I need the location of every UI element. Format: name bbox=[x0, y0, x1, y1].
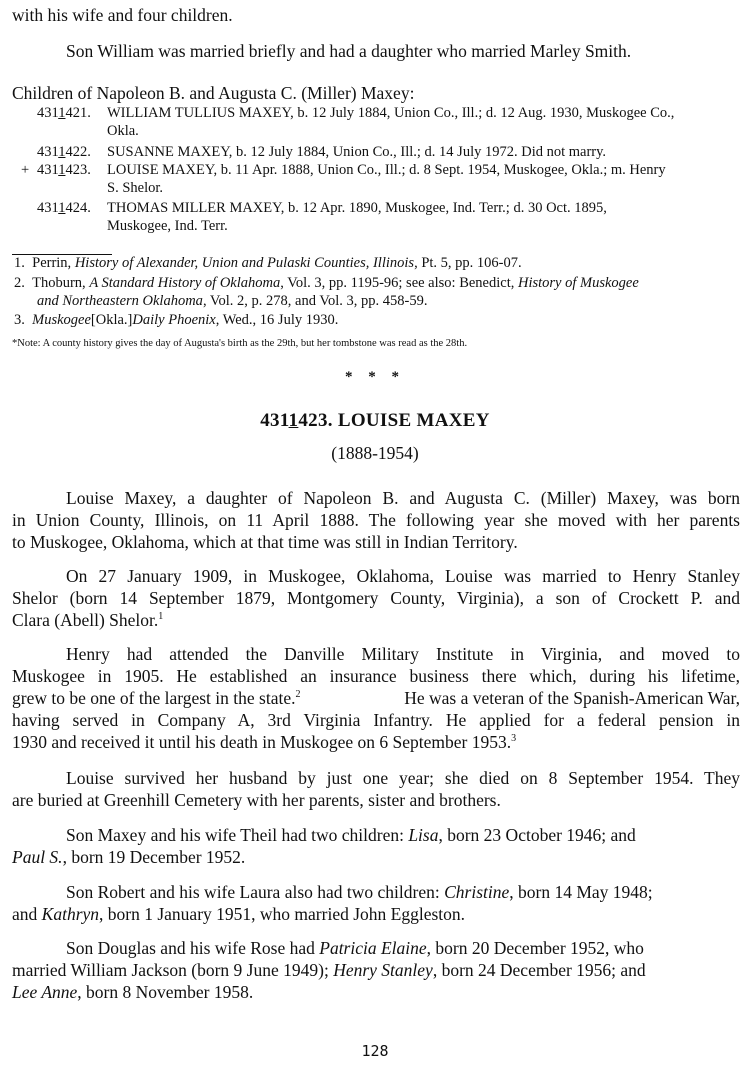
footnote-note: *Note: A county history gives the day of Augusta's birth as the 29th, but her tombstone was read as the 28th. bbox=[12, 338, 468, 349]
p4-line-1: Louise survived her husband by just one year; she died on 8 September 1954. They bbox=[66, 768, 740, 788]
footnote-1: 1. Perrin, History of Alexander, Union and Pulaski Counties, Illinois, Pt. 5, pp. 106-07. bbox=[14, 255, 522, 271]
section-dates: (1888-1954) bbox=[331, 443, 419, 463]
section-separator: * * * bbox=[345, 369, 405, 385]
p2-line-3: Clara (Abell) Shelor.$^1$ bbox=[12, 610, 164, 630]
child-entry-4: 4311424. bbox=[37, 200, 91, 216]
p3-line-4: having served in Company A, 3rd Virginia Infantry. He applied for a federal pension in bbox=[12, 710, 740, 730]
p7-line-3: Lee Anne, born 8 November 1958. bbox=[12, 982, 254, 1002]
footnote-2: 2. Thoburn, A Standard History of Oklahoma, Vol. 3, pp. 1195-96; see also: Benedict, History of Muskogee bbox=[14, 275, 639, 291]
child-entry-3-marker: + bbox=[21, 162, 30, 178]
child-entry-3-text: LOUISE MAXEY, b. 11 Apr. 1888, Union Co., Ill.; d. 8 Sept. 1954, Muskogee, Okla.; m. Henry bbox=[107, 162, 666, 178]
child-entry-2: 4311422. bbox=[37, 144, 91, 160]
p3-line-2: Muskogee in 1905. He established an insurance business there which, during his lifetime, bbox=[12, 666, 740, 686]
child-entry-1-text: WILLIAM TULLIUS MAXEY, b. 12 July 1884, Union Co., Ill.; d. 12 Aug. 1930, Muskogee Co., bbox=[107, 105, 675, 121]
p5-line-1: Son Maxey and his wife Theil had two children: Lisa, born 23 October 1946; and bbox=[66, 825, 636, 845]
p1-line-2: in Union County, Illinois, on 11 April 1888. The following year she moved with her parents bbox=[12, 510, 740, 530]
p3-line-3: grew to be one of the largest in the state.$^2$ He was a veteran of the Spanish-American War, bbox=[12, 688, 740, 708]
child-entry-4-text: THOMAS MILLER MAXEY, b. 12 Apr. 1890, Muskogee, Ind. Terr.; d. 30 Oct. 1895, bbox=[107, 200, 607, 216]
footnote-3: 3. Muskogee[Okla.]Daily Phoenix, Wed., 16 July 1930. bbox=[14, 312, 339, 328]
intro-line-2: Son William was married briefly and had a daughter who married Marley Smith. bbox=[66, 41, 632, 61]
p1-line-1: Louise Maxey, a daughter of Napoleon B. and Augusta C. (Miller) Maxey, was born bbox=[66, 488, 740, 508]
child-entry-1-text-2: Okla. bbox=[107, 123, 139, 139]
child-entry-1: 4311421. bbox=[37, 105, 91, 121]
p7-line-2: married William Jackson (born 9 June 1949); Henry Stanley, born 24 December 1956; and bbox=[12, 960, 646, 980]
footnote-2-line-2: and Northeastern Oklahoma, Vol. 2, p. 278, and Vol. 3, pp. 458-59. bbox=[37, 293, 428, 309]
child-entry-2-text: SUSANNE MAXEY, b. 12 July 1884, Union Co., Ill.; d. 14 July 1972. Did not marry. bbox=[107, 144, 607, 160]
child-entry-3: 4311423. bbox=[37, 162, 91, 178]
children-title: Children of Napoleon B. and Augusta C. (Miller) Maxey: bbox=[12, 83, 415, 103]
child-entry-4-text-2: Muskogee, Ind. Terr. bbox=[107, 218, 228, 234]
p6-line-1: Son Robert and his wife Laura also had two children: Christine, born 14 May 1948; bbox=[66, 882, 653, 902]
p3-line-1: Henry had attended the Danville Military Institute in Virginia, and moved to bbox=[66, 644, 740, 664]
intro-line-1: with his wife and four children. bbox=[12, 5, 233, 25]
page-number: 128 bbox=[361, 1042, 389, 1060]
p2-line-2: Shelor (born 14 September 1879, Montgomery County, Virginia), a son of Crockett P. and bbox=[12, 588, 740, 608]
p7-line-1: Son Douglas and his wife Rose had Patricia Elaine, born 20 December 1952, who bbox=[66, 938, 644, 958]
p5-line-2: Paul S., born 19 December 1952. bbox=[12, 847, 246, 867]
p1-line-3: to Muskogee, Oklahoma, which at that time was still in Indian Territory. bbox=[12, 532, 518, 552]
p6-line-2: and Kathryn, born 1 January 1951, who married John Eggleston. bbox=[12, 904, 466, 924]
child-entry-3-text-2: S. Shelor. bbox=[107, 180, 163, 196]
p2-line-1: On 27 January 1909, in Muskogee, Oklahoma, Louise was married to Henry Stanley bbox=[66, 566, 740, 586]
p3-line-5: 1930 and received it until his death in Muskogee on 6 September 1953.$^3$ bbox=[12, 732, 517, 752]
section-heading: 4311423. LOUISE MAXEY bbox=[260, 410, 490, 431]
p4-line-2: are buried at Greenhill Cemetery with her parents, sister and brothers. bbox=[12, 790, 501, 810]
